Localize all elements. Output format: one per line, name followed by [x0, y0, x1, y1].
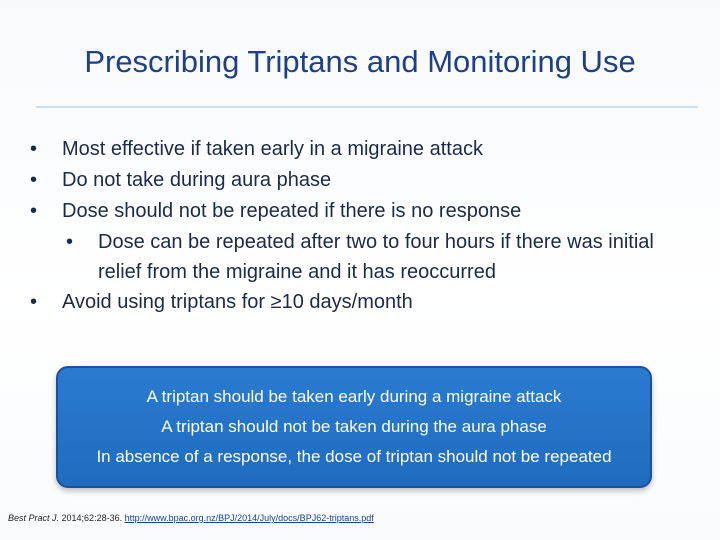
reference-journal: Best Pract J. — [8, 513, 60, 523]
bullet-item — [30, 196, 670, 227]
bullet-text: Avoid using triptans for ≥10 days/month — [62, 291, 413, 313]
bullet-item — [30, 287, 670, 318]
bullet-item — [30, 134, 670, 165]
key-message-line: A triptan should be taken early during a migraine attack — [146, 387, 562, 406]
reference-link[interactable]: http://www.bpac.org.nz/BPJ/2014/July/docs/BPJ62-triptans.pdf — [124, 513, 374, 523]
key-message-line: A triptan should not be taken during the aura phase — [161, 417, 547, 436]
bullet-marker: • — [30, 200, 38, 222]
reference-footnote — [8, 513, 374, 523]
bullet-item — [30, 165, 670, 196]
bullet-marker: • — [66, 231, 74, 253]
bullet-marker: • — [30, 291, 38, 313]
reference-citation: 2014;62:28-36. — [59, 513, 125, 523]
bullet-marker: • — [30, 138, 38, 160]
bullet-text: Do not take during aura phase — [62, 169, 332, 191]
sub-bullet-item — [30, 227, 670, 287]
key-message-box — [56, 366, 652, 488]
bullet-text: Most effective if taken early in a migraine attack — [62, 138, 483, 160]
bullet-text: Dose can be repeated after two to four hours if there was initial relief from the migraine and it has reoccurred — [98, 231, 654, 283]
bullet-text: Dose should not be repeated if there is no response — [62, 200, 522, 222]
slide-title: Prescribing Triptans and Monitoring Use — [84, 44, 636, 79]
key-message-line: In absence of a response, the dose of triptan should not be repeated — [96, 447, 612, 466]
bullet-list — [30, 134, 670, 318]
title-divider — [36, 106, 698, 108]
bullet-marker: • — [30, 169, 38, 191]
